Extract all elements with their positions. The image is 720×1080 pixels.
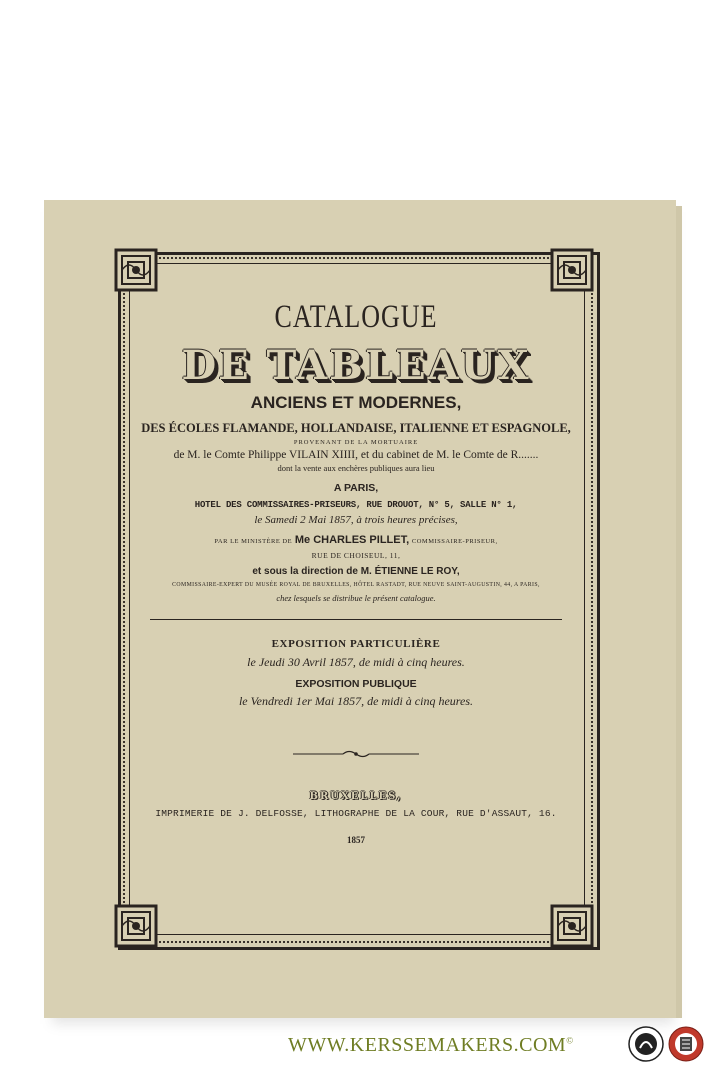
section-divider xyxy=(150,619,562,620)
copyright-mark: © xyxy=(566,1035,574,1046)
title-catalogue: CATALOGUE xyxy=(274,298,438,335)
ministere-line xyxy=(140,534,572,546)
provenant-line: PROVENANT DE LA MORTUAIRE xyxy=(293,439,419,446)
title-de-tableaux: DE TABLEAUX xyxy=(181,342,531,389)
flourish-ornament-icon xyxy=(291,749,421,759)
corner-ornament-icon xyxy=(114,248,158,292)
exposition-particuliere-title: EXPOSITION PARTICULIÈRE xyxy=(271,638,441,650)
ministere-prefix: PAR LE MINISTÈRE DE xyxy=(214,538,293,545)
choiseul-line: RUE DE CHOISEUL, 11, xyxy=(311,551,401,560)
watermark xyxy=(288,1034,574,1057)
a-paris-line: A PARIS, xyxy=(333,482,379,494)
ministere-suffix: COMMISSAIRE-PRISEUR, xyxy=(411,538,498,545)
direction-line: et sous la direction de M. ÉTIENNE LE ROY, xyxy=(252,566,460,577)
subtitle-anciens: ANCIENS ET MODERNES, xyxy=(250,393,462,412)
association-badge-icon xyxy=(668,1026,704,1062)
sale-date-line: le Samedi 2 Mai 1857, à trois heures précises, xyxy=(254,514,458,526)
corner-ornament-icon xyxy=(114,904,158,948)
exposition-publique-date: le Vendredi 1er Mai 1857, de midi à cinq heures. xyxy=(238,694,474,708)
distribution-line: chez lesquels se distribue le présent catalogue. xyxy=(276,593,436,603)
exposition-particuliere-date: le Jeudi 30 Avril 1857, de midi à cinq heures. xyxy=(247,655,465,669)
exposition-publique-title: EXPOSITION PUBLIQUE xyxy=(295,678,417,690)
hotel-line: HOTEL DES COMMISSAIRES-PRISEURS, RUE DROUOT, N° 5, SALLE N° 1, xyxy=(194,500,518,510)
vente-line: dont la vente aux enchères publiques aura lieu xyxy=(277,463,435,473)
watermark-text: WWW.KERSSEMAKERS.COM xyxy=(288,1034,567,1056)
imprint-city: BRUXELLES, xyxy=(309,791,403,802)
bookseller-badge-icon xyxy=(628,1026,664,1062)
corner-ornament-icon xyxy=(550,248,594,292)
corner-ornament-icon xyxy=(550,904,594,948)
comte-line: de M. le Comte Philippe VILAIN XIIII, et du cabinet de M. le Comte de R....... xyxy=(173,449,539,461)
ministere-name: Me CHARLES PILLET, xyxy=(294,534,410,546)
catalogue-content xyxy=(140,290,572,845)
imprint-year: 1857 xyxy=(347,835,365,845)
expert-line: COMMISSAIRE-EXPERT DU MUSÉE ROYAL DE BRUXELLES, HÔTEL RASTADT, RUE NEUVE SAINT-AUGUSTIN, 44, A PARIS, xyxy=(172,582,540,588)
imprint-printer: IMPRIMERIE DE J. DELFOSSE, LITHOGRAPHE DE LA COUR, RUE D'ASSAUT, 16. xyxy=(155,808,557,819)
subtitle-ecoles: DES ÉCOLES FLAMANDE, HOLLANDAISE, ITALIENNE ET ESPAGNOLE, xyxy=(141,421,571,435)
